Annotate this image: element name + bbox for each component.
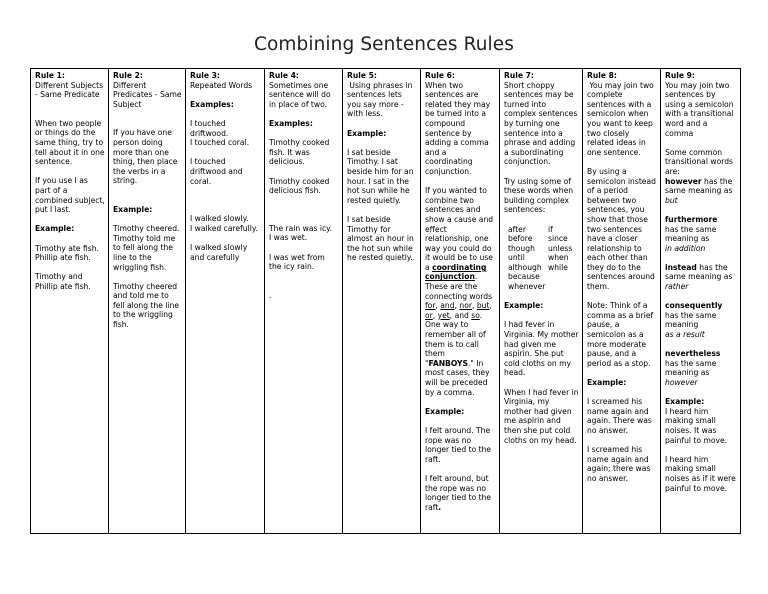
conjunction-word: when	[548, 253, 569, 263]
rule-4-example-2: Timothy cooked delicious fish.	[269, 176, 330, 196]
rule-5-example-label: Example:	[347, 128, 387, 138]
conjunction-word: although	[508, 262, 542, 272]
rule-9-description: You may join two sentences by using a semicolon with a transitional word and a comma	[665, 80, 734, 138]
rule-4-example-1: Timothy cooked fish. It was delicious.	[269, 138, 330, 167]
rule-1-cell	[31, 69, 109, 534]
conjunction-word: while	[548, 262, 568, 272]
rule-1-example-label: Example:	[35, 224, 75, 234]
rule-3-example-3b: I walked carefully.	[190, 223, 258, 233]
rule-4-examples-label: Examples:	[269, 118, 313, 128]
rule-8-description: You may join two complete sentences with a semicolon when you want to keep two closely related ideas in one sentence.	[587, 80, 657, 157]
page-title: Combining Sentences Rules	[253, 34, 515, 55]
rule-3-example-1a: I touched driftwood.	[190, 118, 229, 138]
rule-2-example-1: Timothy cheered. Timothy told me to fell along the line to the wriggling fish.	[113, 224, 180, 272]
conjunction-word	[548, 272, 583, 282]
rule-4-heading: Rule 4:	[269, 71, 299, 80]
rule-9-transition-however: however has the same meaning as but	[665, 176, 733, 205]
rule-4-example-4: I was wet from the icy rain.	[269, 252, 325, 272]
conjunction-word: after	[508, 224, 526, 234]
conjunction-word: before	[508, 234, 533, 244]
rule-2-example-label: Example:	[113, 204, 153, 214]
rule-9-example-label: Example:	[665, 397, 705, 407]
rule-3-example-4: I walked slowly and carefully	[190, 242, 248, 262]
rule-9-cell	[661, 69, 741, 534]
rule-8-example-1: I screamed his name again and again. There was no answer.	[587, 397, 652, 435]
rule-1-heading: Rule 1:	[35, 71, 65, 80]
conjunction-word: whenever	[508, 282, 546, 292]
rule-7-heading: Rule 7:	[504, 71, 534, 80]
rule-1-description: When two people or things do the same thing, try to tell about it in one sentence.	[35, 118, 105, 167]
rule-6-description: When two sentences are related they may be turned into a compound sentence by adding a comma and a coordinating conjunction.	[425, 80, 491, 176]
rule-2-name: Different Predicates - Same Subject	[113, 80, 182, 109]
rule-3-examples-label: Examples:	[190, 99, 234, 109]
rule-2-cell	[109, 69, 186, 534]
rule-8-example-2: I screamed his name again and again; there was no answer.	[587, 445, 651, 483]
rule-7-words-intro: Try using some of these words when building complex sentences:	[504, 176, 574, 215]
rule-1-example-3: Timothy and Phillip ate fish.	[35, 272, 91, 291]
rule-3-heading: Rule 3:	[190, 71, 220, 80]
rule-8-heading: Rule 8:	[587, 71, 617, 80]
rule-8-note: Note: Think of a comma as a brief pause, a semicolon as a more moderate pause, and a period as a stop.	[587, 301, 654, 368]
conjunction-word: because	[508, 272, 540, 282]
rule-4-example-3b: I was wet.	[269, 233, 308, 243]
rule-7-example-label: Example:	[504, 301, 544, 311]
rule-5-heading: Rule 5:	[347, 71, 377, 80]
rule-8-cell	[583, 69, 661, 534]
rule-7-description: Short choppy sentences may be turned into complex sentences by turning one sentence into a phrase and adding a subordinating conjunction.	[504, 80, 578, 167]
rule-6-example-label: Example:	[425, 406, 465, 416]
rule-9-transition-nevertheless: nevertheless has the same meaning as however	[665, 349, 721, 387]
rule-4-stray-dot: .	[269, 290, 272, 300]
rule-3-example-2: I touched driftwood and coral.	[190, 157, 243, 186]
rule-1-example-2: Phillip ate fish.	[35, 253, 91, 263]
rule-8-semicolon-paragraph: By using a semicolon instead of a period between two sentences, you show that those two sentences have a closer relationship to each other than they do to the sentences around them.	[587, 166, 656, 292]
rule-1-name: Different Subjects - Same Predicate	[35, 80, 104, 100]
rule-6-heading: Rule 6:	[425, 71, 455, 80]
rule-2-example-2: Timothy cheered and told me to fell along the line to the wriggling fish.	[113, 281, 180, 330]
rule-1-note: If you use I as part of a combined subject, put I last.	[35, 176, 105, 215]
rule-4-cell	[265, 69, 343, 534]
conjunction-word: unless	[548, 243, 573, 253]
rule-9-transition-consequently: consequently has the same meaning as a result	[665, 301, 723, 340]
conjunction-word: though	[508, 243, 535, 253]
rule-2-description: If you have one person doing more than one thing, then place the verbs in a string.	[113, 128, 178, 186]
rule-7-cell	[500, 69, 583, 534]
rule-3-cell	[186, 69, 265, 534]
rule-5-example-1: I sat beside Timothy. I sat beside him for an hour. I sat in the hot sun while he rested quietly.	[347, 147, 414, 205]
conjunction-word	[548, 282, 583, 292]
rule-4-example-3a: The rain was icy.	[269, 223, 332, 233]
rule-7-example-1: I had fever in Virginia. My mother had given me aspirin. She put cold cloths on my head.	[504, 320, 579, 378]
rule-7-example-2: When I had fever in Virginia, my mother had given me aspirin and then she put cold cloths on my head.	[504, 387, 579, 445]
rule-6-fanboys-paragraph: If you wanted to combine two sentences and show a cause and effect relationship, one way you could do it would be to use a coordinating conjunction. These are the connecting words for, and, nor, but, or, yet, and so. One way to remember all of them is to call them "FANBOYS." In most cases, they will be preceded by a comma.	[425, 186, 494, 397]
rule-5-cell	[343, 69, 421, 534]
rule-7-conjunction-list	[508, 225, 579, 292]
rule-1-example-1: Timothy ate fish.	[35, 243, 99, 253]
rule-6-example-2: I felt around, but the rope was no longer tied to the raft.	[425, 473, 492, 512]
conjunction-word: since	[548, 234, 568, 244]
rule-6-example-1: I felt around. The rope was no longer tied to the raft.	[425, 425, 492, 464]
rule-6-cell	[421, 69, 500, 534]
rule-9-transitions-intro: Some common transitional words are:	[665, 147, 733, 176]
rule-4-description: Sometimes one sentence will do in place of two.	[269, 80, 331, 109]
rule-9-example-2: I heard him making small noises as if it were painful to move.	[665, 454, 736, 493]
rule-3-example-3a: I walked slowly.	[190, 214, 249, 224]
rule-9-transition-furthermore: furthermore has the same meaning as in addition	[665, 214, 718, 253]
rules-table	[30, 68, 741, 534]
rule-2-heading: Rule 2:	[113, 71, 143, 80]
conjunction-word: if	[548, 224, 553, 234]
rule-3-name: Repeated Words	[190, 80, 253, 90]
rule-8-example-label: Example:	[587, 378, 627, 387]
rule-3-example-1b: I touched coral.	[190, 138, 250, 148]
rule-5-example-2: I sat beside Timothy for almost an hour in the hot sun while he rested quietly..	[347, 214, 416, 263]
conjunction-word: until	[508, 253, 525, 263]
rule-9-heading: Rule 9:	[665, 71, 695, 80]
rule-9-example-1: I heard him making small noises. It was painful to move.	[665, 406, 728, 445]
rule-5-description: Using phrases in sentences lets you say more - with less.	[347, 80, 415, 119]
rule-9-transition-instead: instead has the same meaning as rather	[665, 262, 733, 292]
